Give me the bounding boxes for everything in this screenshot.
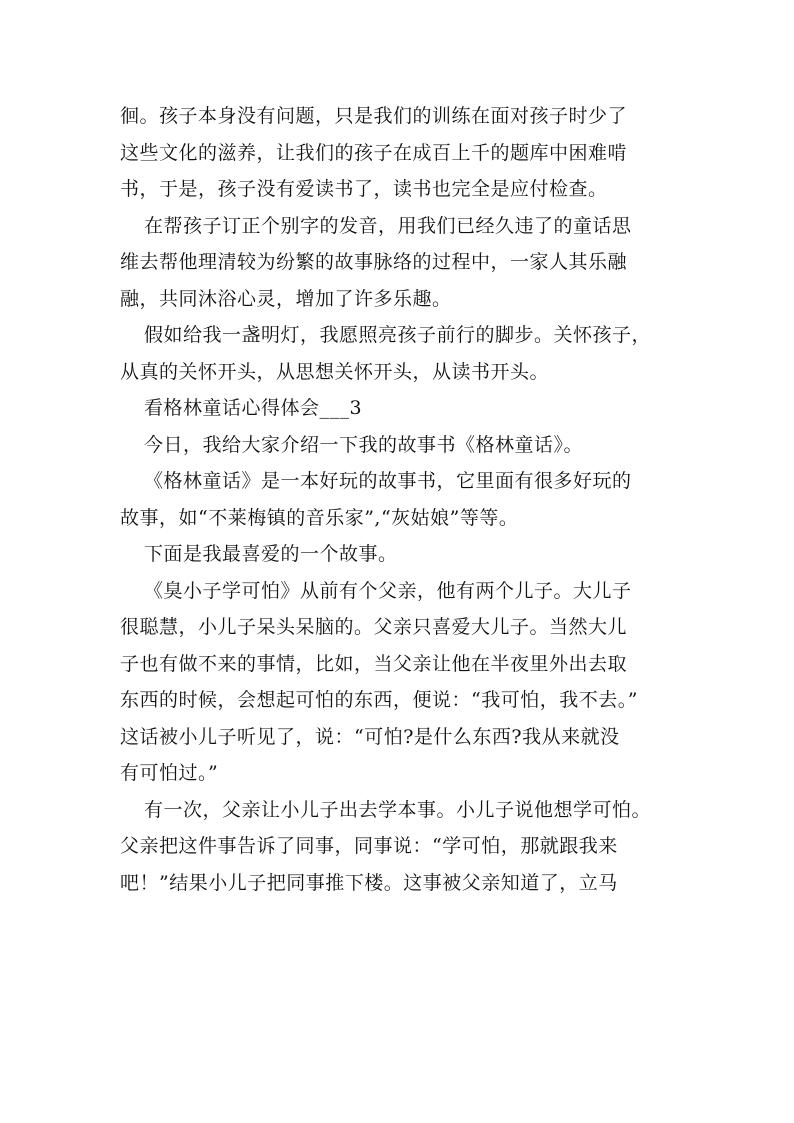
text-line: 看格林童话心得体会___3	[144, 397, 363, 419]
text-line: 很聪慧，小儿子呆头呆脑的。父亲只喜爱大儿子。当然大儿	[120, 616, 628, 638]
text-line: 有一次，父亲让小儿子出去学本事。小儿子说他想学可怕。	[144, 798, 652, 821]
text-line: 徊。孩子本身没有问题，只是我们的训练在面对孩子时少了	[120, 105, 628, 127]
text-line: 这些文化的滋养，让我们的孩子在成百上千的题库中困难啃	[120, 141, 628, 164]
text-line: 吧！”结果小儿子把同事推下楼。这事被父亲知道了，立马	[120, 871, 618, 894]
text-line: 假如给我一盏明灯，我愿照亮孩子前行的脚步。关怀孩子，	[144, 324, 652, 346]
body-text	[120, 98, 680, 901]
text-line: 维去帮他理清较为纷繁的故事脉络的过程中，一家人其乐融	[120, 251, 628, 273]
text-line: 融，共同沐浴心灵，增加了许多乐趣。	[120, 287, 452, 310]
text-line: 有可怕过。”	[120, 762, 219, 784]
text-line: 《格林童话》是一本好玩的故事书，它里面有很多好玩的	[144, 470, 632, 492]
text-line: 从真的关怀开头，从思想关怀开头，从读书开头。	[120, 360, 550, 383]
text-line: 这话被小儿子听见了，说：“可怕?是什么东西?我从来就没	[120, 725, 620, 748]
text-line: 东西的时候，会想起可怕的东西，便说：“我可怕，我不去。”	[120, 689, 638, 711]
text-line: 下面是我最喜爱的一个故事。	[144, 543, 398, 565]
text-line: 故事，如“不莱梅镇的音乐家”,“灰姑娘”等等。	[120, 506, 519, 529]
text-line: 在帮孩子订正个别字的发音，用我们已经久违了的童话思	[144, 214, 632, 237]
text-line: 父亲把这件事告诉了同事，同事说：“学可怕，那就跟我来	[120, 835, 618, 857]
text-line: 《臭小子学可怕》从前有个父亲，他有两个儿子。大儿子	[144, 579, 632, 602]
text-line: 书，于是，孩子没有爱读书了，读书也完全是应付检查。	[120, 178, 608, 200]
text-line: 子也有做不来的事情，比如，当父亲让他在半夜里外出去取	[120, 652, 628, 675]
text-line: 今日，我给大家介绍一下我的故事书《格林童话》。	[144, 433, 584, 456]
